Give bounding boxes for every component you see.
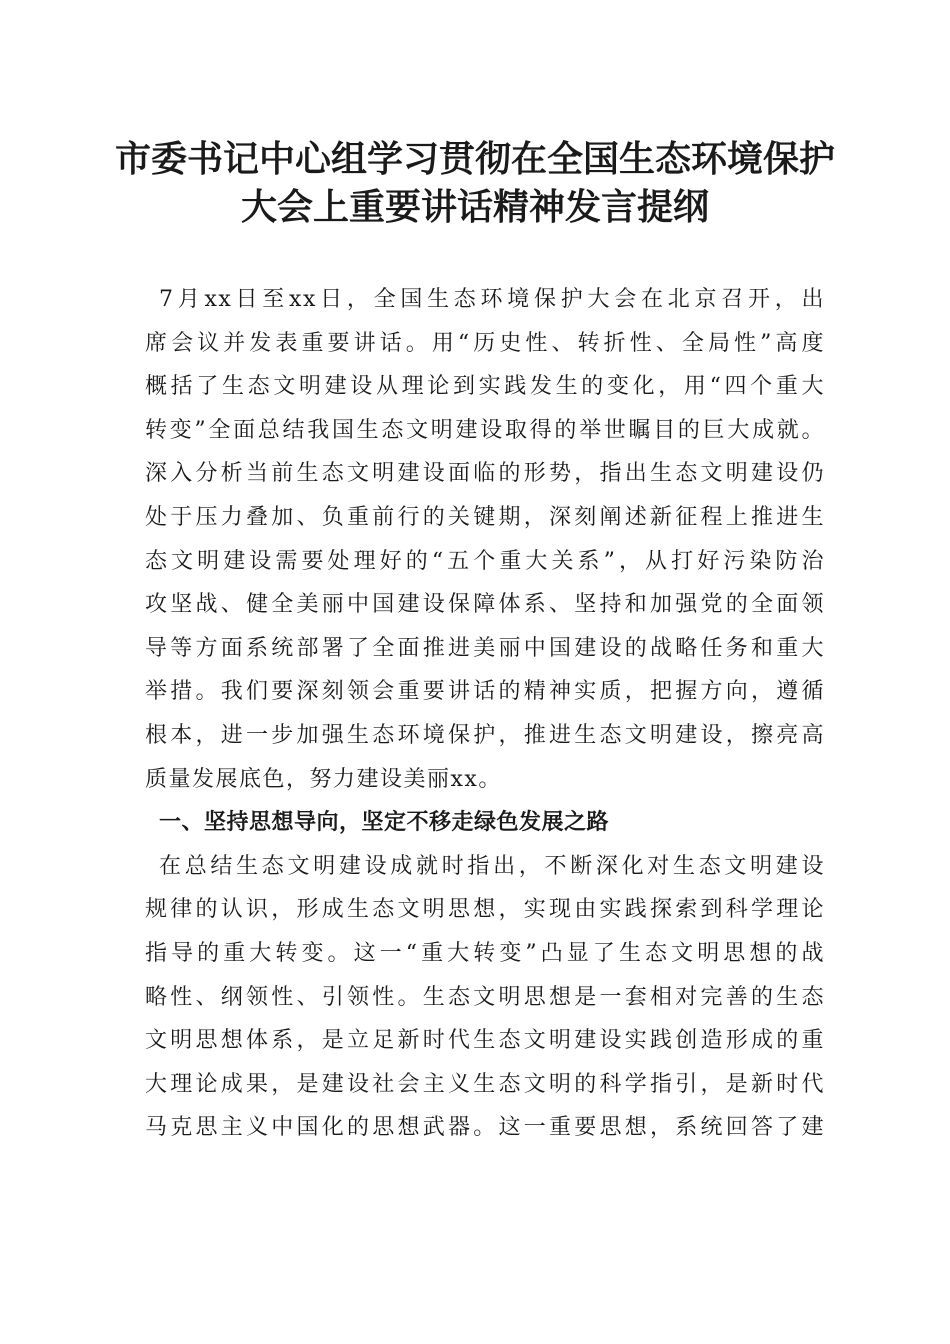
- paragraph-line: 态文明建设需要处理好的“五个重大关系”，从打好污染防治: [145, 548, 825, 574]
- paragraph-line: 举措。我们要深刻领会重要讲话的精神实质，把握方向，遵循: [145, 679, 825, 705]
- paragraph-line: 大理论成果，是建设社会主义生态文明的科学指引，是新时代: [145, 1071, 825, 1097]
- paragraph-line: 马克思主义中国化的思想武器。这一重要思想，系统回答了建: [145, 1115, 825, 1141]
- paragraph-line: 在总结生态文明建设成就时指出，不断深化对生态文明建设: [159, 853, 825, 879]
- title-line: 市委书记中心组学习贯彻在全国生态环境保护: [114, 138, 835, 180]
- paragraph-line: 概括了生态文明建设从理论到实践发生的变化，用“四个重大: [145, 374, 825, 400]
- paragraph-line: 根本，进一步加强生态环境保护，推进生态文明建设，擦亮高: [145, 722, 825, 748]
- document-title: [100, 135, 850, 231]
- paragraph-line: 指导的重大转变。这一“重大转变”凸显了生态文明思想的战: [145, 940, 825, 966]
- document-body: [145, 278, 825, 1150]
- paragraph-line: 质量发展底色，努力建设美丽xx。: [145, 766, 502, 792]
- paragraph-line: 规律的认识，形成生态文明思想，实现由实践探索到科学理论: [145, 897, 825, 923]
- paragraph-line: 席会议并发表重要讲话。用“历史性、转折性、全局性”高度: [145, 330, 825, 356]
- paragraph-line: 导等方面系统部署了全面推进美丽中国建设的战略任务和重大: [145, 635, 825, 661]
- paragraph-line: 处于压力叠加、负重前行的关键期，深刻阐述新征程上推进生: [145, 504, 825, 530]
- paragraph-line: 略性、纲领性、引领性。生态文明思想是一套相对完善的生态: [145, 984, 825, 1010]
- paragraph-line: 文明思想体系，是立足新时代生态文明建设实践创造形成的重: [145, 1028, 825, 1054]
- paragraph-line: 转变”全面总结我国生态文明建设取得的举世瞩目的巨大成就。: [145, 417, 825, 443]
- paragraph-line: 7月xx日至xx日，全国生态环境保护大会在北京召开，出: [159, 287, 825, 312]
- section-heading: 一、坚持思想导向，坚定不移走绿色发展之路: [159, 810, 610, 836]
- title-line: 大会上重要讲话精神发言提纲: [240, 186, 709, 228]
- paragraph-line: 攻坚战、健全美丽中国建设保障体系、坚持和加强党的全面领: [145, 592, 825, 618]
- paragraph-line: 深入分析当前生态文明建设面临的形势，指出生态文明建设仍: [145, 461, 825, 487]
